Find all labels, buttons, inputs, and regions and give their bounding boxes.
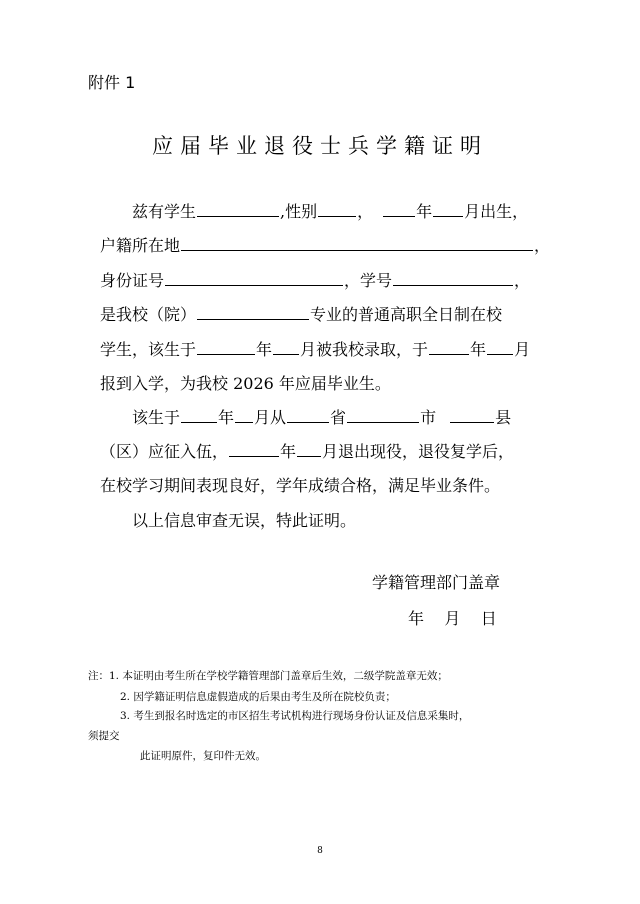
blank-discharge-month[interactable] bbox=[297, 441, 321, 457]
blank-province[interactable] bbox=[287, 407, 329, 423]
text: ， bbox=[534, 236, 551, 255]
p2-line-3: 在校学习期间表现良好，学年成绩合格，满足毕业条件。 bbox=[100, 476, 501, 495]
blank-student-name[interactable] bbox=[197, 201, 279, 217]
text: 年 bbox=[280, 442, 297, 461]
p3-line: 以上信息审查无误，特此证明。 bbox=[132, 511, 357, 530]
blank-admission-month[interactable] bbox=[273, 339, 299, 355]
text: 兹有学生 bbox=[132, 202, 197, 221]
blank-county[interactable] bbox=[450, 407, 494, 423]
p1-line-6: 报到入学，为我校 2026 年应届毕业生。 bbox=[100, 374, 391, 393]
text: 月 bbox=[514, 340, 531, 359]
p2-line-1 bbox=[132, 405, 511, 428]
text: 该生于 bbox=[132, 408, 181, 427]
text: 身份证号 bbox=[100, 271, 165, 290]
p1-line-3 bbox=[100, 268, 530, 291]
text: （区）应征入伍， bbox=[100, 442, 229, 461]
p2-line-2 bbox=[100, 439, 514, 462]
blank-household-registration[interactable] bbox=[181, 235, 533, 251]
text: 县 bbox=[495, 408, 512, 427]
text: 户籍所在地 bbox=[100, 236, 181, 255]
text: 年 bbox=[218, 408, 235, 427]
note-2: 2. 因学籍证明信息虚假造成的后果由考生及所在院校负责； bbox=[120, 691, 396, 703]
text: 市 bbox=[420, 408, 437, 427]
blank-enrollment-month[interactable] bbox=[487, 339, 513, 355]
text: 年 bbox=[416, 202, 433, 221]
text: ,性别 bbox=[280, 202, 318, 221]
text: 月从 bbox=[254, 408, 287, 427]
blank-birth-year[interactable] bbox=[383, 201, 415, 217]
text: 月退出现役，退役复学后， bbox=[322, 442, 515, 461]
blank-id-number[interactable] bbox=[165, 270, 343, 286]
p1-line-1 bbox=[132, 199, 528, 222]
blank-major[interactable] bbox=[197, 304, 309, 320]
blank-student-number[interactable] bbox=[393, 270, 513, 286]
text: 年 bbox=[470, 340, 487, 359]
blank-admission-year[interactable] bbox=[197, 339, 255, 355]
note-1: 注：1. 本证明由考生所在学校学籍管理部门盖章后生效，二级学院盖章无效； bbox=[88, 670, 448, 682]
blank-gender[interactable] bbox=[318, 201, 356, 217]
text: ，学号 bbox=[344, 271, 393, 290]
seal-label: 学籍管理部门盖章 bbox=[372, 573, 501, 592]
text: 省 bbox=[330, 408, 347, 427]
blank-discharge-year[interactable] bbox=[229, 441, 279, 457]
note-3-continued: 须提交 bbox=[88, 730, 120, 742]
text: 学生，该生于 bbox=[100, 340, 197, 359]
text: 月出生， bbox=[464, 202, 529, 221]
blank-city[interactable] bbox=[347, 407, 419, 423]
blank-enrollment-year[interactable] bbox=[429, 339, 469, 355]
document-title: 应届毕业退役士兵学籍证明 bbox=[152, 134, 488, 158]
text: 是我校（院） bbox=[100, 305, 197, 324]
blank-enlist-year[interactable] bbox=[181, 407, 217, 423]
text: ， bbox=[357, 202, 374, 221]
text: 月被我校录取，于 bbox=[300, 340, 429, 359]
p1-line-4 bbox=[100, 302, 502, 325]
text: 年 bbox=[256, 340, 273, 359]
attachment-label: 附件 1 bbox=[88, 73, 136, 92]
note-3: 3. 考生到报名时选定的市区招生考试机构进行现场身份认证及信息采集时， bbox=[120, 710, 470, 722]
text: ， bbox=[514, 271, 531, 290]
text: 专业的普通高职全日制在校 bbox=[310, 305, 503, 324]
p1-line-5 bbox=[100, 337, 530, 360]
blank-birth-month[interactable] bbox=[433, 201, 463, 217]
note-3-end: 此证明原件，复印件无效。 bbox=[140, 750, 266, 762]
seal-date: 年 月 日 bbox=[408, 609, 497, 628]
p1-line-2 bbox=[100, 233, 550, 256]
page-number: 8 bbox=[317, 846, 323, 856]
blank-enlist-month[interactable] bbox=[235, 407, 253, 423]
